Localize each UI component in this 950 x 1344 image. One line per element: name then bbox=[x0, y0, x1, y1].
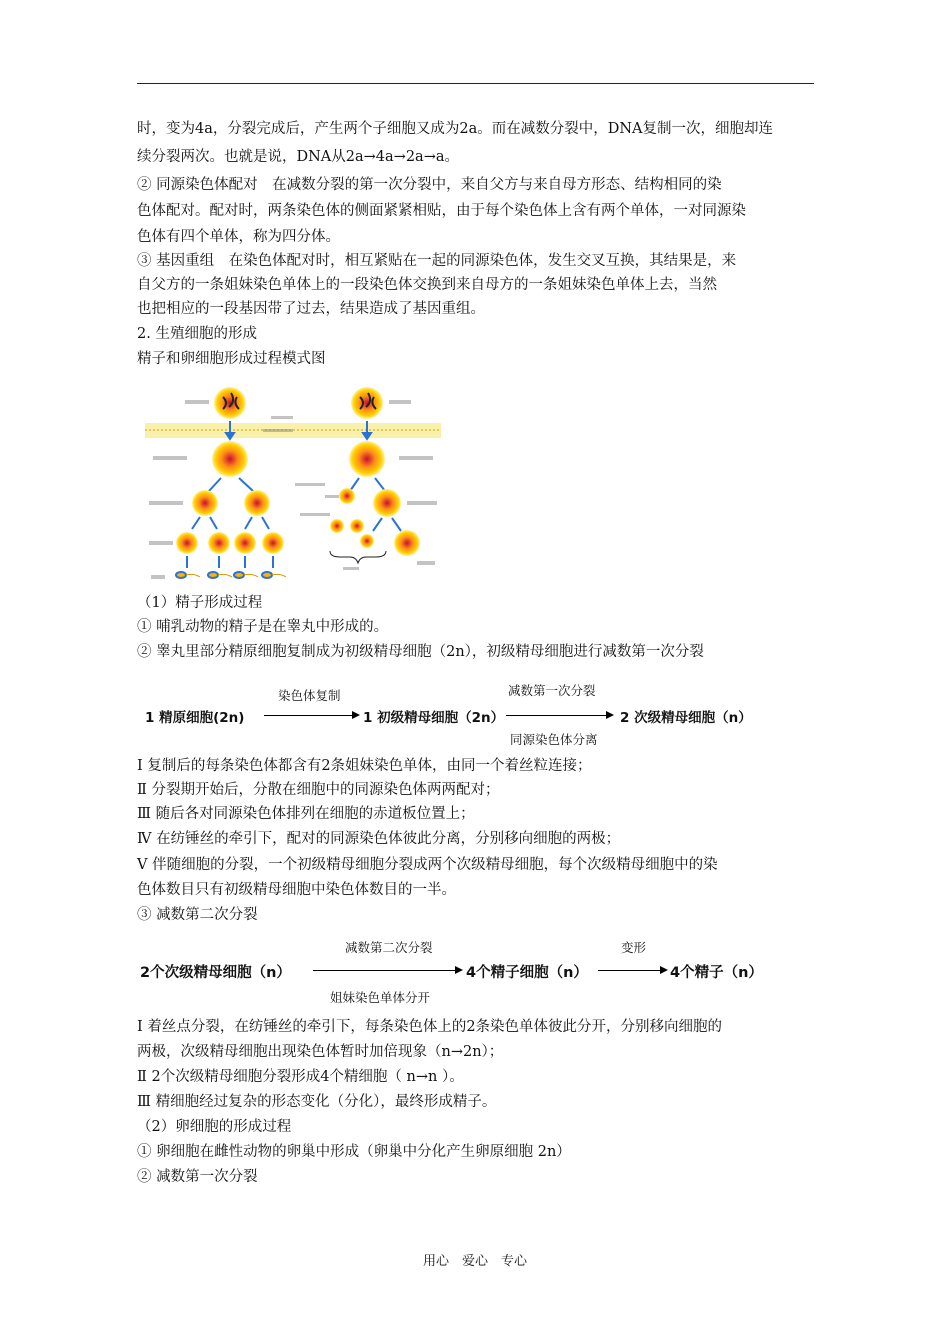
spermatogonium-cell bbox=[214, 387, 246, 419]
paragraph-line: Ⅱ 分裂期开始后，分散在细胞中的同源染色体两两配对； bbox=[137, 782, 500, 798]
subsection-heading: （2）卵细胞的形成过程 bbox=[137, 1119, 292, 1135]
flow1-mid: 1 初级精母细胞（2n） bbox=[363, 710, 505, 726]
paragraph-line: Ⅳ 在纺锤丝的牵引下，配对的同源染色体彼此分离，分别移向细胞的两极； bbox=[137, 831, 621, 847]
flow1-arrow2 bbox=[506, 715, 612, 716]
paragraph-line: 色体有四个单体，称为四分体。 bbox=[137, 229, 340, 245]
paragraph-line: 色体配对。配对时，两条染色体的侧面紧紧相贴，由于每个染色体上含有两个单体，一对同源染 bbox=[137, 203, 746, 219]
paragraph-line: ② 同源染色体配对 在减数分裂的第一次分裂中，来自父方与来自母方形态、结构相同的染 bbox=[137, 177, 722, 193]
subsection-heading: （1）精子形成过程 bbox=[137, 595, 263, 611]
paragraph-line: ③ 基因重组 在染色体配对时，相互紧贴在一起的同源染色体，发生交叉互换，其结果是，来 bbox=[137, 253, 737, 269]
paragraph-line: ③ 减数第二次分裂 bbox=[137, 907, 258, 923]
flow2-end: 4个精子（n） bbox=[670, 965, 763, 981]
paragraph-line: ② 减数第一次分裂 bbox=[137, 1169, 258, 1185]
flow2-arrow1-label-top: 减数第二次分裂 bbox=[345, 940, 433, 955]
oogonium-cell bbox=[351, 387, 383, 419]
flow1-arrow2-label-top: 减数第一次分裂 bbox=[508, 683, 596, 698]
flow1-arrow1 bbox=[264, 715, 358, 716]
paragraph-line: Ⅲ 随后各对同源染色体排列在细胞的赤道板位置上； bbox=[137, 806, 475, 822]
paragraph-line: 两极，次级精母细胞出现染色体暂时加倍现象（n→2n）； bbox=[137, 1044, 504, 1060]
flow1-arrow2-label-bottom: 同源染色体分离 bbox=[510, 732, 598, 747]
gametogenesis-diagram bbox=[145, 383, 441, 586]
paragraph-line: 自父方的一条姐妹染色单体上的一段染色体交换到来自母方的一条姐妹染色单体上去，当然 bbox=[137, 277, 717, 293]
figure-caption: 精子和卵细胞形成过程模式图 bbox=[137, 351, 326, 367]
flow2-arrow2 bbox=[598, 970, 666, 971]
paragraph-line: Ⅱ 2个次级精母细胞分裂形成4个精细胞（ n→n ）。 bbox=[137, 1069, 464, 1085]
paragraph-line: 时，变为4a，分裂完成后，产生两个子细胞又成为2a。而在减数分裂中，DNA复制一次，细胞却连 bbox=[137, 121, 774, 137]
flow1-arrow1-label: 染色体复制 bbox=[278, 688, 341, 703]
paragraph-line: Ⅲ 精细胞经过复杂的形态变化（分化），最终形成精子。 bbox=[137, 1094, 497, 1110]
flow1-start: 1 精原细胞(2n) bbox=[145, 710, 245, 726]
flow2-start: 2个次级精母细胞（n） bbox=[140, 965, 291, 981]
section-heading: 2. 生殖细胞的形成 bbox=[137, 326, 257, 342]
paragraph-line: ① 哺乳动物的精子是在睾丸中形成的。 bbox=[137, 619, 389, 635]
flow2-arrow2-label: 变形 bbox=[621, 940, 647, 955]
paragraph-line: ① 卵细胞在雌性动物的卵巢中形成（卵巢中分化产生卵原细胞 2n） bbox=[137, 1144, 571, 1160]
paragraph-line: 续分裂两次。也就是说，DNA从2a→4a→2a→a。 bbox=[137, 149, 459, 165]
page-footer: 用心 爱心 专心 bbox=[422, 1254, 527, 1269]
primary-spermatocyte-cell bbox=[212, 441, 248, 477]
paragraph-line: ② 睾丸里部分精原细胞复制成为初级精母细胞（2n），初级精母细胞进行减数第一次分裂 bbox=[137, 644, 704, 660]
paragraph-line: Ⅰ 复制后的每条染色体都含有2条姐妹染色单体，由同一个着丝粒连接； bbox=[137, 758, 592, 774]
flow2-arrow1-label-bottom: 姐妹染色单体分开 bbox=[330, 990, 431, 1005]
paragraph-line: 也把相应的一段基因带了过去，结果造成了基因重组。 bbox=[137, 301, 485, 317]
paragraph-line: Ⅴ 伴随细胞的分裂，一个初级精母细胞分裂成两个次级精母细胞，每个次级精母细胞中的染 bbox=[137, 857, 718, 873]
primary-oocyte-cell bbox=[349, 441, 385, 477]
header-rule bbox=[137, 83, 814, 84]
flow2-arrow1 bbox=[313, 970, 461, 971]
paragraph-line: Ⅰ 着丝点分裂，在纺锤丝的牵引下，每条染色体上的2条染色单体彼此分开，分别移向细胞的 bbox=[137, 1019, 723, 1035]
ovum-cell bbox=[394, 530, 420, 556]
flow1-end: 2 次级精母细胞（n） bbox=[620, 710, 752, 726]
paragraph-line: 色体数目只有初级精母细胞中染色体数目的一半。 bbox=[137, 882, 456, 898]
flow2-mid: 4个精子细胞（n） bbox=[466, 965, 588, 981]
